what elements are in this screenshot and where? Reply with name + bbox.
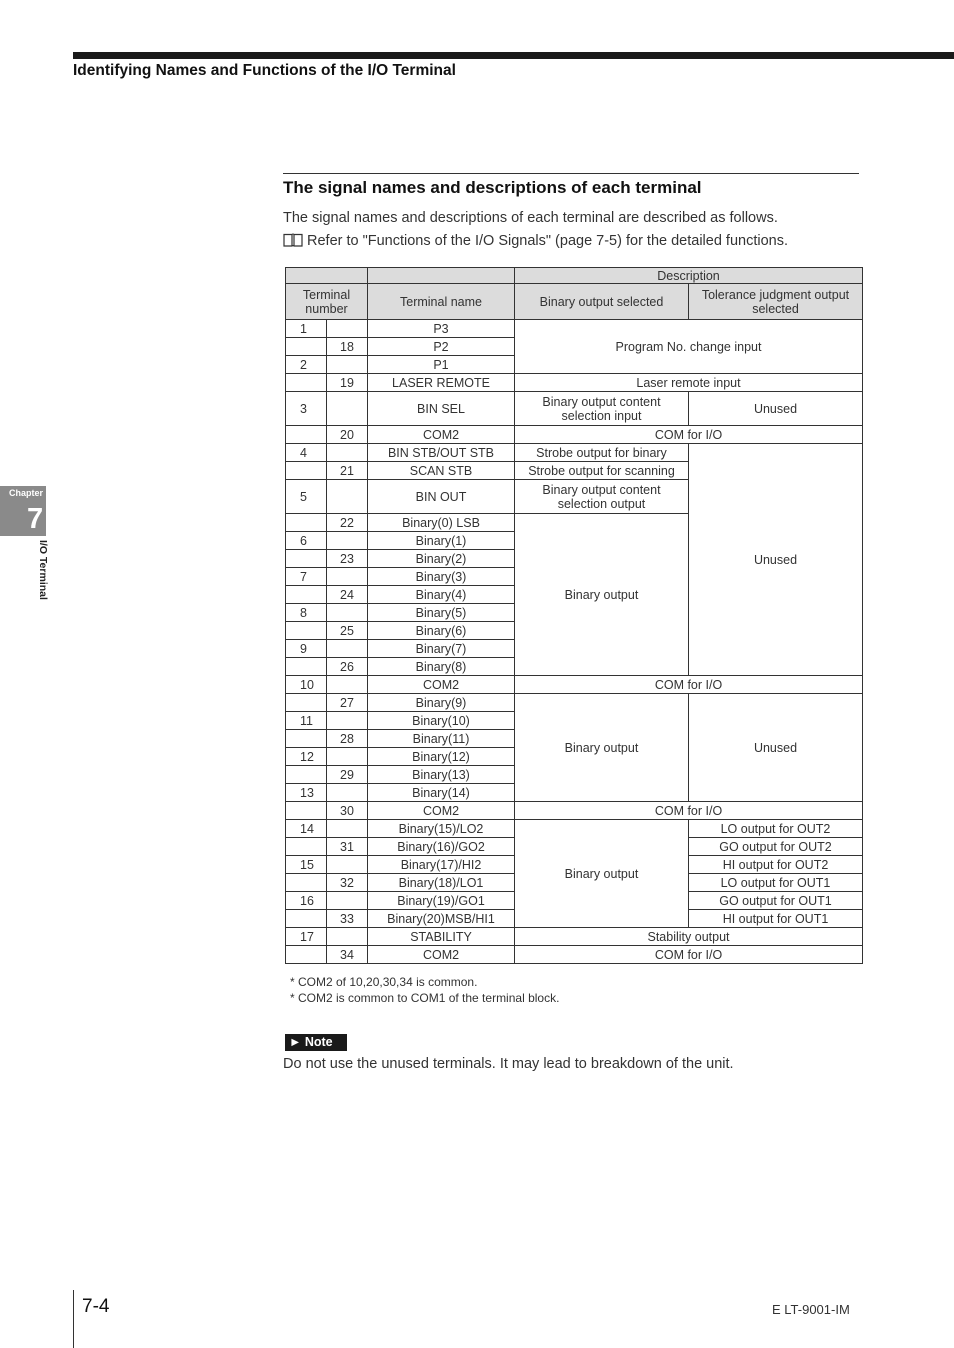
header-terminal-name: Terminal name	[368, 284, 515, 320]
reference-line	[283, 230, 788, 253]
terminal-number-a: 5	[286, 480, 327, 514]
terminal-name: Binary(19)/GO1	[368, 892, 515, 910]
book-icon	[283, 233, 303, 247]
header-description: Description	[515, 268, 863, 284]
table-row	[286, 374, 863, 392]
terminal-number-b: 32	[327, 874, 368, 892]
table-row	[286, 392, 863, 426]
section-intro	[283, 207, 788, 253]
desc-cell: COM for I/O	[515, 802, 863, 820]
terminal-number-b: 28	[327, 730, 368, 748]
terminal-number-a	[286, 374, 327, 392]
terminal-number-a	[286, 910, 327, 928]
terminal-name: Binary(6)	[368, 622, 515, 640]
page-number: 7-4	[82, 1296, 110, 1317]
terminal-name: P2	[368, 338, 515, 356]
terminal-number-a	[286, 338, 327, 356]
table-header-row	[286, 268, 863, 284]
terminal-number-a	[286, 874, 327, 892]
desc-cell: COM for I/O	[515, 426, 863, 444]
desc-cell: LO output for OUT2	[689, 820, 863, 838]
terminal-number-a: 9	[286, 640, 327, 658]
terminal-number-b: 26	[327, 658, 368, 676]
terminal-name: Binary(10)	[368, 712, 515, 730]
terminal-number-b	[327, 604, 368, 622]
terminal-number-b: 25	[327, 622, 368, 640]
terminal-name: Binary(17)/HI2	[368, 856, 515, 874]
terminal-number-b	[327, 532, 368, 550]
table-row	[286, 694, 863, 712]
desc-cell: COM for I/O	[515, 946, 863, 964]
terminal-number-a: 16	[286, 892, 327, 910]
terminal-number-b	[327, 748, 368, 766]
terminal-name: Binary(8)	[368, 658, 515, 676]
table-row	[286, 928, 863, 946]
terminal-name: Binary(14)	[368, 784, 515, 802]
terminal-number-a	[286, 622, 327, 640]
terminal-name: COM2	[368, 802, 515, 820]
terminal-number-b: 31	[327, 838, 368, 856]
terminal-name: LASER REMOTE	[368, 374, 515, 392]
terminal-name: Binary(0) LSB	[368, 514, 515, 532]
terminal-number-a	[286, 514, 327, 532]
table-row	[286, 676, 863, 694]
terminal-number-a: 10	[286, 676, 327, 694]
terminal-number-b	[327, 356, 368, 374]
terminal-number-a: 14	[286, 820, 327, 838]
table-row	[286, 320, 863, 338]
terminal-name: Binary(4)	[368, 586, 515, 604]
desc-cell: Strobe output for binary	[515, 444, 689, 462]
terminal-number-a	[286, 586, 327, 604]
note-text: Do not use the unused terminals. It may lead to breakdown of the unit.	[283, 1056, 734, 1072]
terminal-number-a: 2	[286, 356, 327, 374]
terminal-name: Binary(12)	[368, 748, 515, 766]
terminal-name: P3	[368, 320, 515, 338]
terminal-name: STABILITY	[368, 928, 515, 946]
terminal-number-b: 29	[327, 766, 368, 784]
section-title: The signal names and descriptions of each terminal	[283, 178, 702, 197]
terminal-number-b: 24	[327, 586, 368, 604]
terminal-name: Binary(11)	[368, 730, 515, 748]
terminal-name: Binary(7)	[368, 640, 515, 658]
terminal-number-b	[327, 892, 368, 910]
terminal-number-a	[286, 766, 327, 784]
table-header-row	[286, 284, 863, 320]
page-header-title: Identifying Names and Functions of the I/O Terminal	[73, 62, 456, 79]
terminal-name: SCAN STB	[368, 462, 515, 480]
terminal-number-b	[327, 712, 368, 730]
terminal-number-a: 15	[286, 856, 327, 874]
intro-text: The signal names and descriptions of each terminal are described as follows.	[283, 210, 778, 226]
desc-cell: Strobe output for scanning	[515, 462, 689, 480]
terminal-number-b: 27	[327, 694, 368, 712]
desc-cell: Binary output content selection output	[515, 480, 689, 514]
terminal-name: Binary(15)/LO2	[368, 820, 515, 838]
terminal-number-b	[327, 568, 368, 586]
terminal-number-b: 21	[327, 462, 368, 480]
terminal-name: Binary(5)	[368, 604, 515, 622]
reference-text: Refer to "Functions of the I/O Signals" (page 7-5) for the detailed functions.	[307, 233, 788, 249]
terminal-number-a: 13	[286, 784, 327, 802]
desc-cell: Laser remote input	[515, 374, 863, 392]
desc-cell: Program No. change input	[515, 320, 863, 374]
desc-cell: GO output for OUT1	[689, 892, 863, 910]
terminal-name: Binary(13)	[368, 766, 515, 784]
terminal-name: BIN SEL	[368, 392, 515, 426]
terminal-name: Binary(2)	[368, 550, 515, 568]
terminal-number-a: 7	[286, 568, 327, 586]
table-row	[286, 820, 863, 838]
terminal-number-a: 17	[286, 928, 327, 946]
header-blank-terminal	[286, 268, 368, 284]
terminal-number-b	[327, 856, 368, 874]
terminal-name: Binary(9)	[368, 694, 515, 712]
signal-table	[285, 267, 863, 964]
terminal-name: Binary(18)/LO1	[368, 874, 515, 892]
terminal-number-b	[327, 320, 368, 338]
desc-cell: LO output for OUT1	[689, 874, 863, 892]
desc-cell: Unused	[689, 694, 863, 802]
footer-rule	[73, 1290, 74, 1348]
table-row	[286, 802, 863, 820]
footnotes	[290, 974, 559, 1006]
note-badge: ► Note	[285, 1034, 347, 1051]
terminal-number-a	[286, 550, 327, 568]
terminal-number-b	[327, 480, 368, 514]
chapter-number: 7	[27, 503, 44, 535]
terminal-number-b: 22	[327, 514, 368, 532]
terminal-number-b: 19	[327, 374, 368, 392]
desc-cell: Binary output	[515, 820, 689, 928]
desc-cell: Binary output	[515, 694, 689, 802]
terminal-number-b	[327, 444, 368, 462]
terminal-number-a	[286, 802, 327, 820]
desc-cell: Binary output	[515, 514, 689, 676]
table-row	[286, 946, 863, 964]
header-terminal-number: Terminal number	[286, 284, 368, 320]
terminal-number-b	[327, 676, 368, 694]
desc-cell: Binary output content selection input	[515, 392, 689, 426]
terminal-name: P1	[368, 356, 515, 374]
terminal-name: Binary(3)	[368, 568, 515, 586]
desc-cell: HI output for OUT2	[689, 856, 863, 874]
terminal-number-a: 6	[286, 532, 327, 550]
terminal-number-b: 20	[327, 426, 368, 444]
terminal-number-a	[286, 838, 327, 856]
terminal-number-a: 3	[286, 392, 327, 426]
terminal-number-b	[327, 784, 368, 802]
terminal-name: BIN STB/OUT STB	[368, 444, 515, 462]
terminal-name: Binary(16)/GO2	[368, 838, 515, 856]
terminal-number-b	[327, 640, 368, 658]
terminal-number-a	[286, 426, 327, 444]
terminal-number-b: 23	[327, 550, 368, 568]
header-binary-selected: Binary output selected	[515, 284, 689, 320]
terminal-number-b: 30	[327, 802, 368, 820]
terminal-number-b	[327, 392, 368, 426]
terminal-name: COM2	[368, 946, 515, 964]
footnote: * COM2 of 10,20,30,34 is common.	[290, 975, 478, 989]
desc-cell: Stability output	[515, 928, 863, 946]
terminal-number-a: 11	[286, 712, 327, 730]
desc-cell: GO output for OUT2	[689, 838, 863, 856]
chapter-label: Chapter	[9, 488, 44, 498]
terminal-number-a: 1	[286, 320, 327, 338]
terminal-name: COM2	[368, 426, 515, 444]
terminal-number-a	[286, 694, 327, 712]
desc-cell: Unused	[689, 392, 863, 426]
table-row	[286, 426, 863, 444]
footnote: * COM2 is common to COM1 of the terminal block.	[290, 991, 560, 1005]
terminal-number-b: 18	[327, 338, 368, 356]
terminal-number-a: 8	[286, 604, 327, 622]
terminal-number-a	[286, 658, 327, 676]
terminal-number-a	[286, 946, 327, 964]
terminal-number-a	[286, 730, 327, 748]
chapter-side-title: I/O Terminal	[37, 540, 49, 600]
header-blank-name	[368, 268, 515, 284]
header-bar	[73, 52, 954, 59]
desc-cell: Unused	[689, 444, 863, 676]
terminal-name: BIN OUT	[368, 480, 515, 514]
terminal-name: Binary(20)MSB/HI1	[368, 910, 515, 928]
section-rule	[283, 173, 859, 174]
header-tolerance-selected: Tolerance judgment output selected	[689, 284, 863, 320]
terminal-number-a: 12	[286, 748, 327, 766]
terminal-name: Binary(1)	[368, 532, 515, 550]
terminal-number-b: 33	[327, 910, 368, 928]
terminal-name: COM2	[368, 676, 515, 694]
terminal-number-a	[286, 462, 327, 480]
table-row	[286, 444, 863, 462]
terminal-number-b	[327, 928, 368, 946]
document-code: E LT-9001-IM	[772, 1302, 850, 1317]
desc-cell: COM for I/O	[515, 676, 863, 694]
terminal-number-b: 34	[327, 946, 368, 964]
terminal-number-b	[327, 820, 368, 838]
desc-cell: HI output for OUT1	[689, 910, 863, 928]
terminal-number-a: 4	[286, 444, 327, 462]
